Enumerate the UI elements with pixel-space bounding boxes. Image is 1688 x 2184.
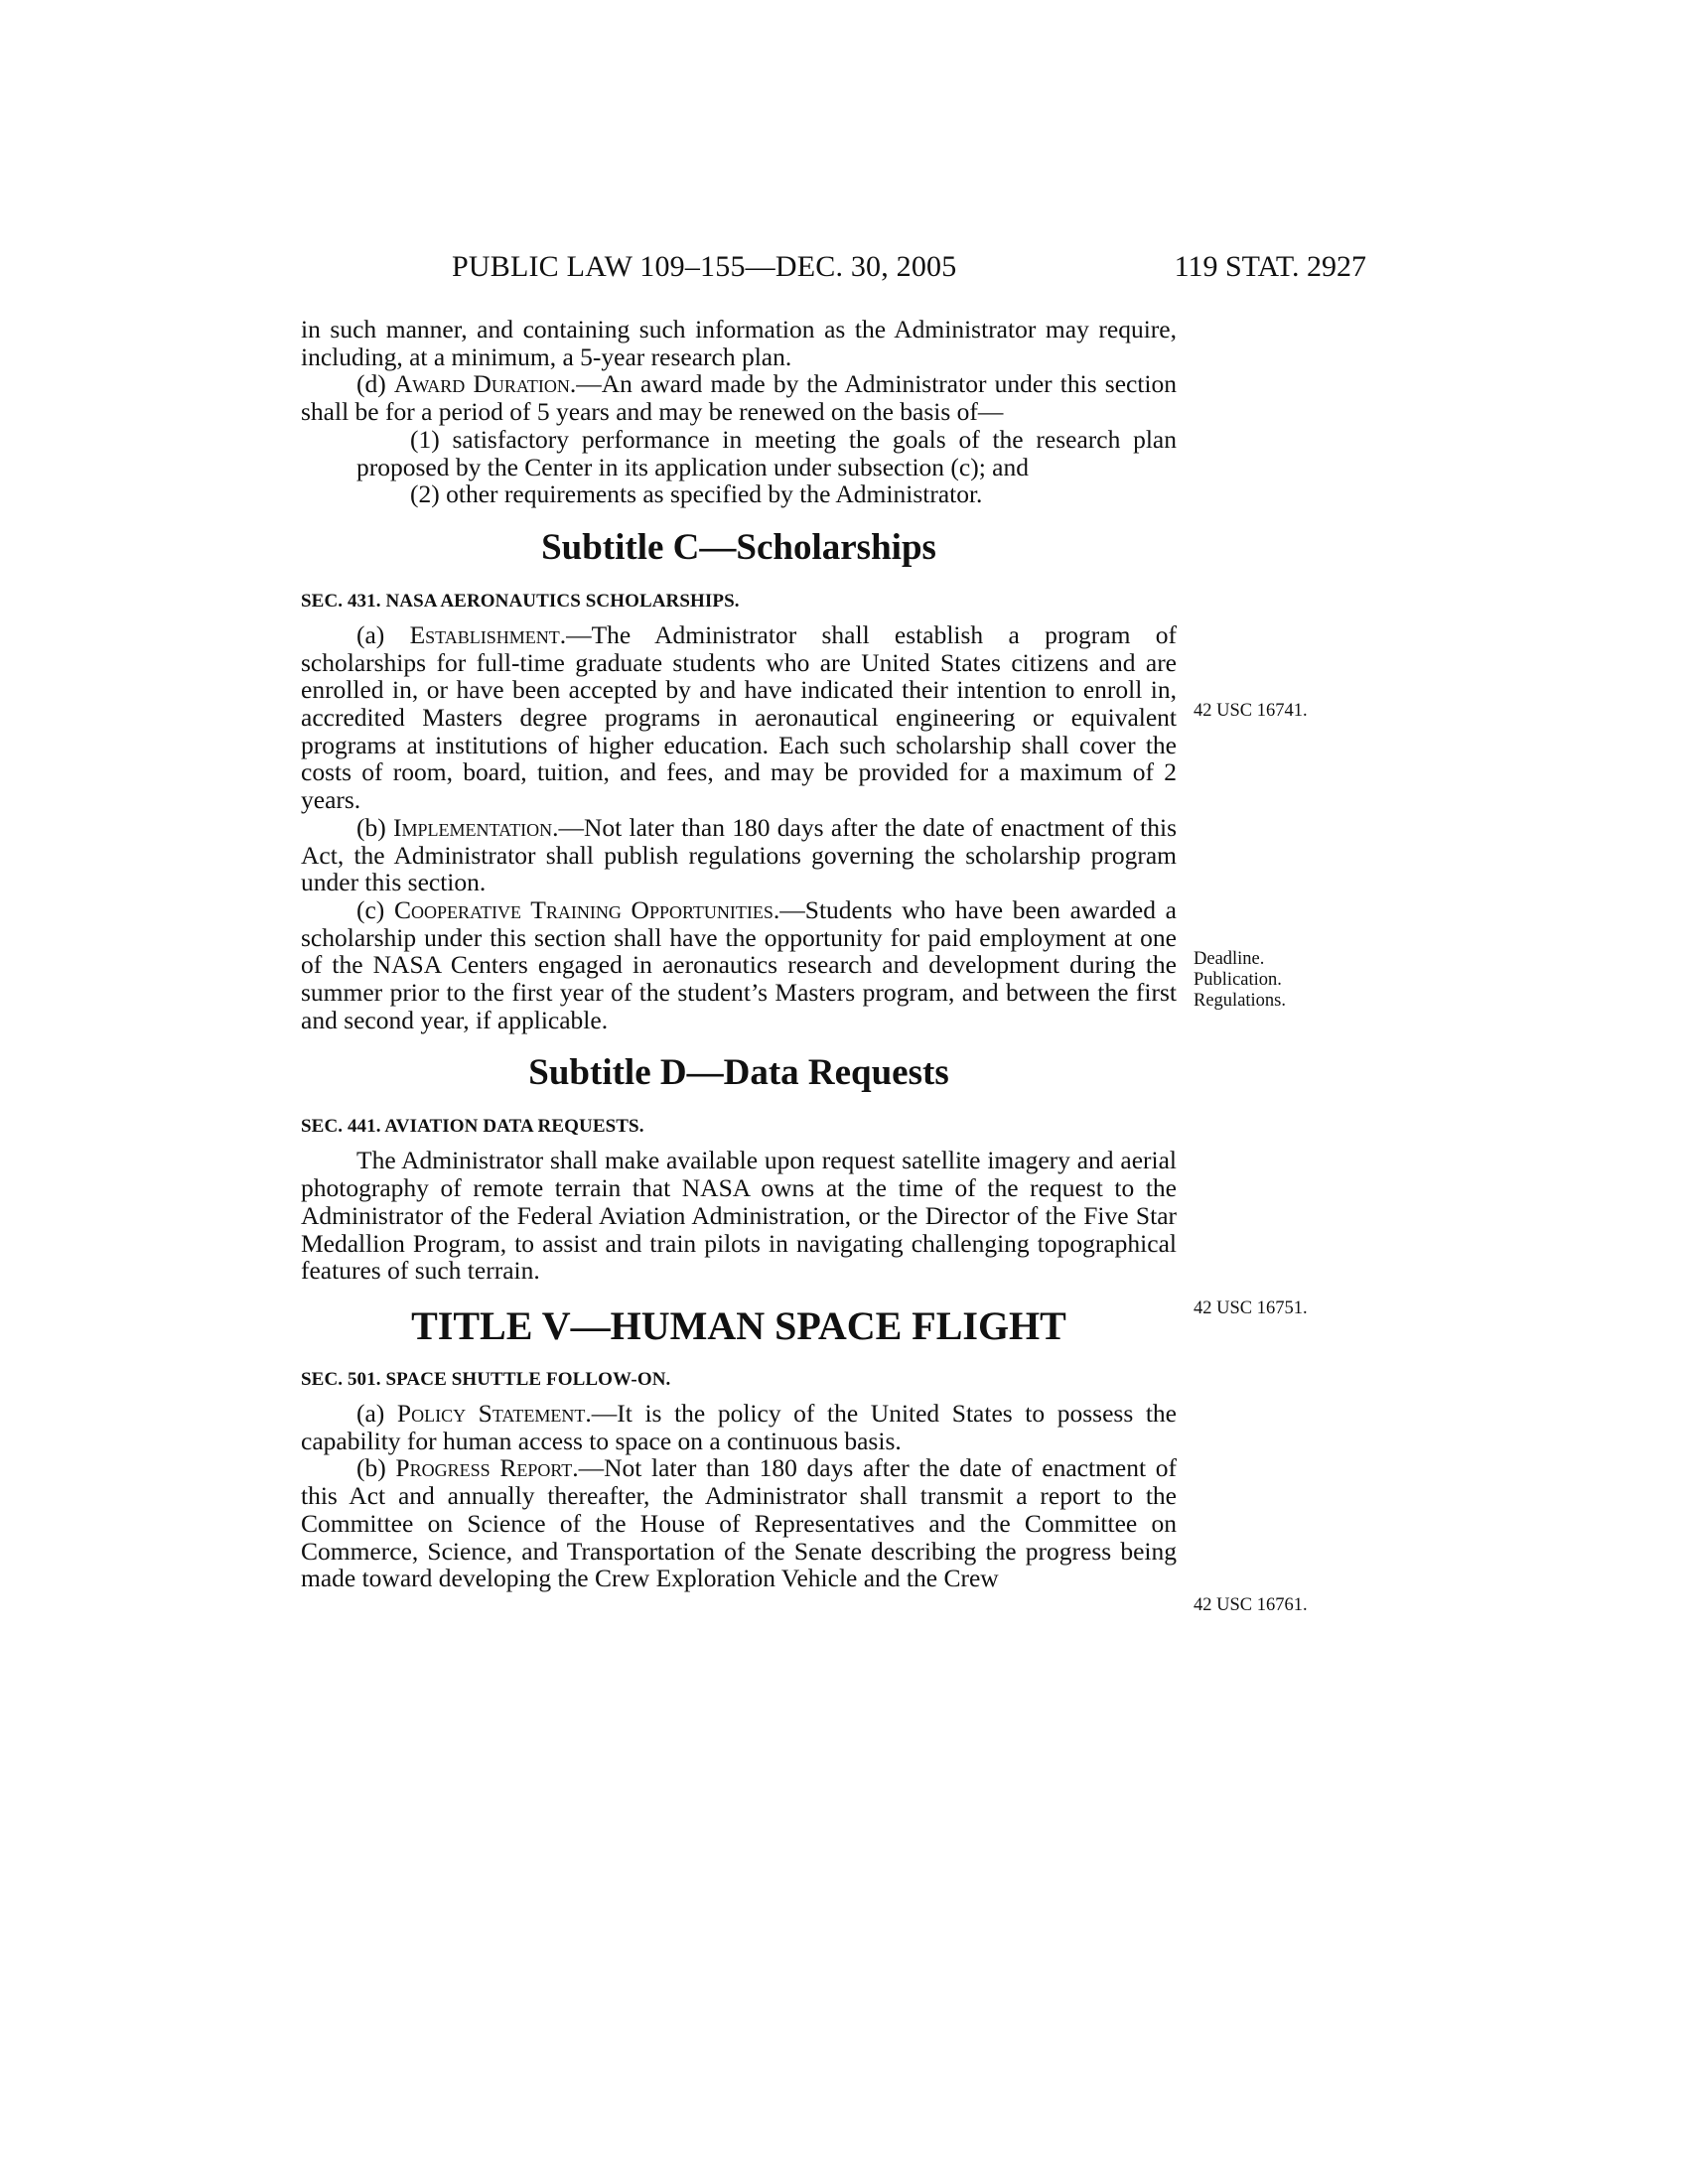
sec-431-paragraph-a: [301, 621, 1177, 814]
margin-note-publication: Publication.: [1194, 970, 1282, 990]
sec-501-paragraph-a: [301, 1400, 1177, 1454]
paragraph-label: (c): [356, 894, 395, 924]
running-head: [301, 250, 1366, 290]
continuation-paragraph: in such manner, and containing such information as the Administrator may require, including, at a minimum, a 5-year research plan.: [301, 315, 1177, 371]
paragraph-caption: Award Duration.: [393, 369, 577, 399]
list-item: (1) satisfactory performance in meeting the goals of the research plan proposed by the Center in its application under subsection (c); and: [356, 424, 1177, 481]
paragraph-label: (a): [356, 619, 410, 649]
subtitle-d-heading: Subtitle D—Data Requests: [528, 1052, 949, 1094]
sec-501-heading: SEC. 501. SPACE SHUTTLE FOLLOW-ON.: [301, 1368, 671, 1390]
running-title: PUBLIC LAW 109–155—DEC. 30, 2005: [452, 250, 957, 283]
paragraph-caption: Policy Statement.: [396, 1398, 592, 1428]
margin-note-usc-16751: 42 USC 16751.: [1194, 1298, 1308, 1318]
paragraph-label: (a): [356, 1398, 397, 1428]
title-v-heading: TITLE V—HUMAN SPACE FLIGHT: [411, 1302, 1066, 1348]
paragraph-caption: Establishment.: [409, 619, 567, 649]
margin-note-usc-16741: 42 USC 16741.: [1194, 701, 1308, 721]
award-duration-paragraph: [301, 370, 1177, 425]
sec-431-paragraph-b: [301, 814, 1177, 896]
paragraph-text: —It is the policy of the United States to possess the capability for human access to space on a continuous basis.: [301, 1398, 1177, 1455]
margin-note-usc-16761: 42 USC 16761.: [1194, 1595, 1308, 1615]
list-item: (2) other requirements as specified by the Administrator.: [410, 479, 983, 509]
body-text: [301, 316, 1177, 1592]
stat-page-reference: 119 STAT. 2927: [1174, 250, 1366, 283]
sec-431-heading: SEC. 431. NASA AERONAUTICS SCHOLARSHIPS.: [301, 590, 740, 612]
paragraph-caption: Progress Report.: [395, 1453, 579, 1483]
paragraph-text: —Not later than 180 days after the date of enactment of this Act and annually thereafter, the Administrator shall transmit a report to the Committee on Science of the House of Representatives and the Committee on Commerce, Science, and Transportation of the Senate describing the progress being made toward developing the Crew Exploration Vehicle and the Crew: [301, 1453, 1177, 1593]
paragraph-caption: Implementation.: [393, 812, 559, 842]
margin-note-deadline: Deadline.: [1194, 949, 1265, 969]
sec-441-heading: SEC. 441. AVIATION DATA REQUESTS.: [301, 1116, 644, 1138]
margin-note-regulations: Regulations.: [1194, 991, 1287, 1011]
paragraph-label: (b): [356, 1453, 396, 1483]
sec-431-paragraph-c: [301, 896, 1177, 1034]
sec-501-paragraph-b: [301, 1454, 1177, 1592]
paragraph-label: (d): [356, 369, 394, 399]
sec-441-paragraph: The Administrator shall make available upon request satellite imagery and aerial photography of remote terrain that NASA owns at the time of the request to the Administrator of the Federal Aviation Administration, or the Director of the Five Star Medallion Program, to assist and train pilots in navigating challenging topographical features of such terrain.: [301, 1146, 1177, 1286]
paragraph-label: (b): [356, 812, 394, 842]
paragraph-caption: Cooperative Training Opportunities.: [394, 894, 780, 924]
paragraph-text: —Not later than 180 days after the date of enactment of this Act, the Administrator shall publish regulations governing the scholarship program under this section.: [301, 812, 1178, 897]
paragraph-text: —Students who have been awarded a scholarship under this section shall have the opportunity for paid employment at one of the NASA Centers engaged in aeronautics research and development during the summer prior to the first year of the student’s Masters program, and between the first and second year, if applicable.: [301, 894, 1177, 1034]
subtitle-c-heading: Subtitle C—Scholarships: [541, 526, 936, 568]
paragraph-text: —The Administrator shall establish a program of scholarships for full-time graduate students who are United States citizens and are enrolled in, or have been accepted by and have indicated their intention to enroll in, accredited Masters degree programs in aeronautical engineering or equivalent programs at institutions of higher education. Each such scholarship shall cover the costs of room, board, tuition, and fees, and may be provided for a maximum of 2 years.: [301, 619, 1177, 815]
paragraph-text: —An award made by the Administrator under this section shall be for a period of 5 years and may be renewed on the basis of—: [301, 369, 1178, 427]
